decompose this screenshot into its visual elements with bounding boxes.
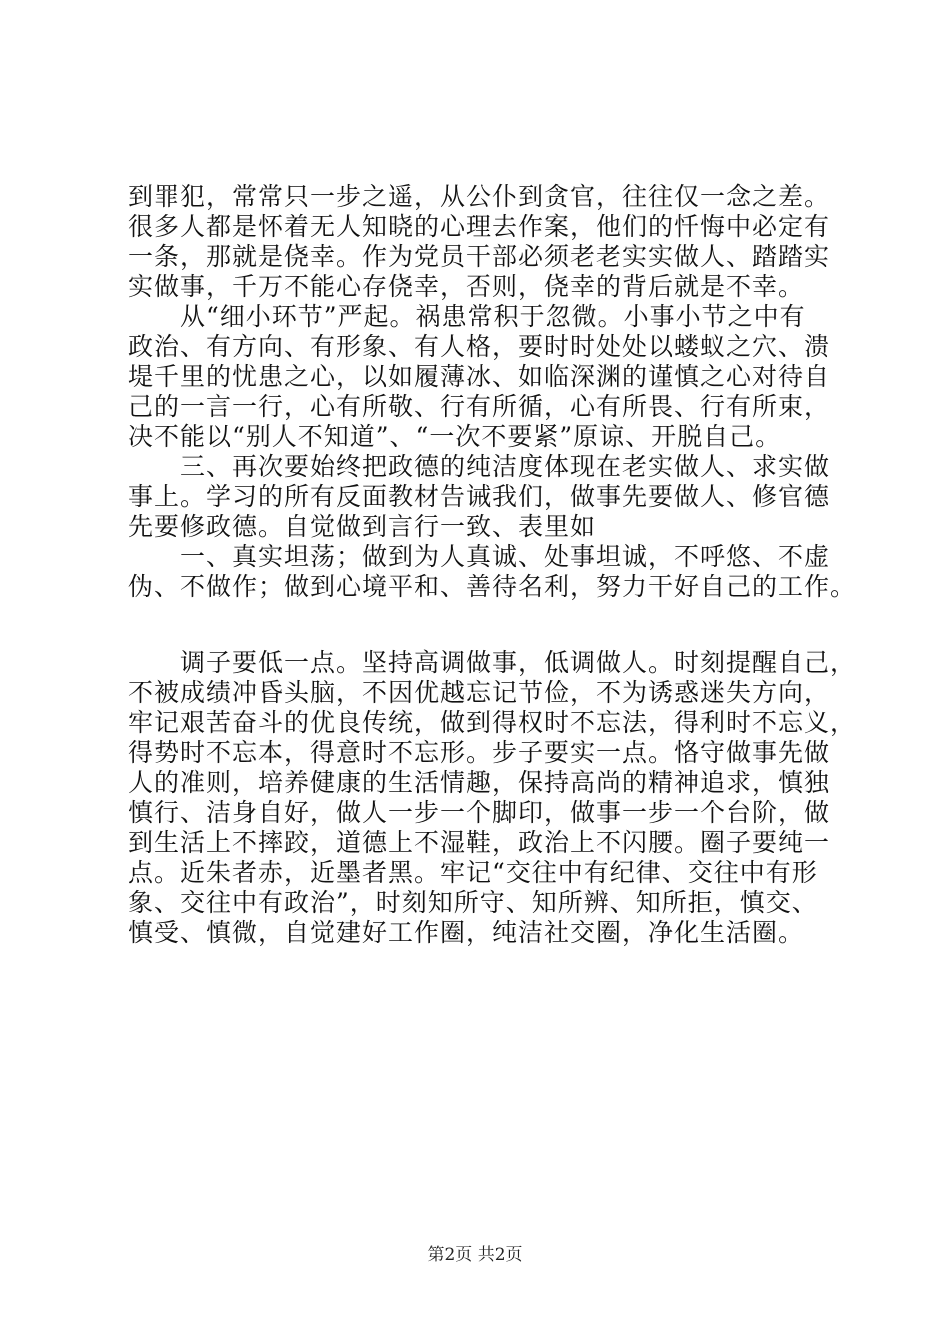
text-line: 慎受、慎微，自觉建好工作圈，纯洁社交圈，净化生活圈。 bbox=[128, 918, 805, 947]
text-line: 先要修政德。自觉做到言行一致、表里如 bbox=[128, 512, 597, 541]
text-line: 从“细小环节”严起。祸患常积于忽微。小事小节之中有 bbox=[128, 302, 806, 331]
page-footer bbox=[0, 1244, 950, 1266]
text-line: 象、交往中有政治”，时刻知所守、知所辨、知所拒，慎交、 bbox=[128, 888, 818, 917]
document-body bbox=[128, 182, 857, 948]
text-line: 调子要低一点。坚持高调做事，低调做人。时刻提醒自己， bbox=[128, 648, 857, 677]
paragraph-gap bbox=[128, 602, 848, 648]
text-line: 三、再次要始终把政德的纯洁度体现在老实做人、求实做 bbox=[128, 452, 831, 481]
text-line: 实做事，千万不能心存侥幸，否则，侥幸的背后就是不幸。 bbox=[128, 272, 805, 301]
text-line: 到罪犯，常常只一步之遥，从公仆到贪官，往往仅一念之差。 bbox=[128, 182, 831, 211]
text-line: 得势时不忘本，得意时不忘形。步子要实一点。恪守做事先做 bbox=[128, 738, 831, 767]
page-number-label: 第2页 共2页 bbox=[427, 1245, 523, 1265]
text-line: 不被成绩冲昏头脑，不因优越忘记节俭，不为诱惑迷失方向， bbox=[128, 678, 831, 707]
text-line: 政治、有方向、有形象、有人格，要时时处处以蝼蚁之穴、溃 bbox=[128, 332, 831, 361]
text-line: 点。近朱者赤，近墨者黑。牢记“交往中有纪律、交往中有形 bbox=[128, 858, 818, 887]
text-line: 人的准则，培养健康的生活情趣，保持高尚的精神追求，慎独 bbox=[128, 768, 831, 797]
text-line: 牢记艰苦奋斗的优良传统，做到得权时不忘法，得利时不忘义， bbox=[128, 708, 857, 737]
text-line: 到生活上不摔跤，道德上不湿鞋，政治上不闪腰。圈子要纯一 bbox=[128, 828, 831, 857]
text-line: 一、真实坦荡；做到为人真诚、处事坦诚，不呼悠、不虚 bbox=[128, 542, 831, 571]
text-line: 事上。学习的所有反面教材告诫我们，做事先要做人、修官德 bbox=[128, 482, 831, 511]
text-line: 很多人都是怀着无人知晓的心理去作案，他们的忏悔中必定有 bbox=[128, 212, 831, 241]
text-line: 伪、不做作；做到心境平和、善待名利，努力干好自己的工作。 bbox=[128, 572, 857, 601]
text-line: 堤千里的忧患之心，以如履薄冰、如临深渊的谨慎之心对待自 bbox=[128, 362, 831, 391]
text-line: 己的一言一行，心有所敬、行有所循，心有所畏、行有所束， bbox=[128, 392, 831, 421]
text-line: 慎行、洁身自好，做人一步一个脚印，做事一步一个台阶，做 bbox=[128, 798, 831, 827]
text-line: 决不能以“别人不知道”、“一次不要紧”原谅、开脱自己。 bbox=[128, 422, 782, 451]
text-line: 一条，那就是侥幸。作为党员干部必须老老实实做人、踏踏实 bbox=[128, 242, 831, 271]
